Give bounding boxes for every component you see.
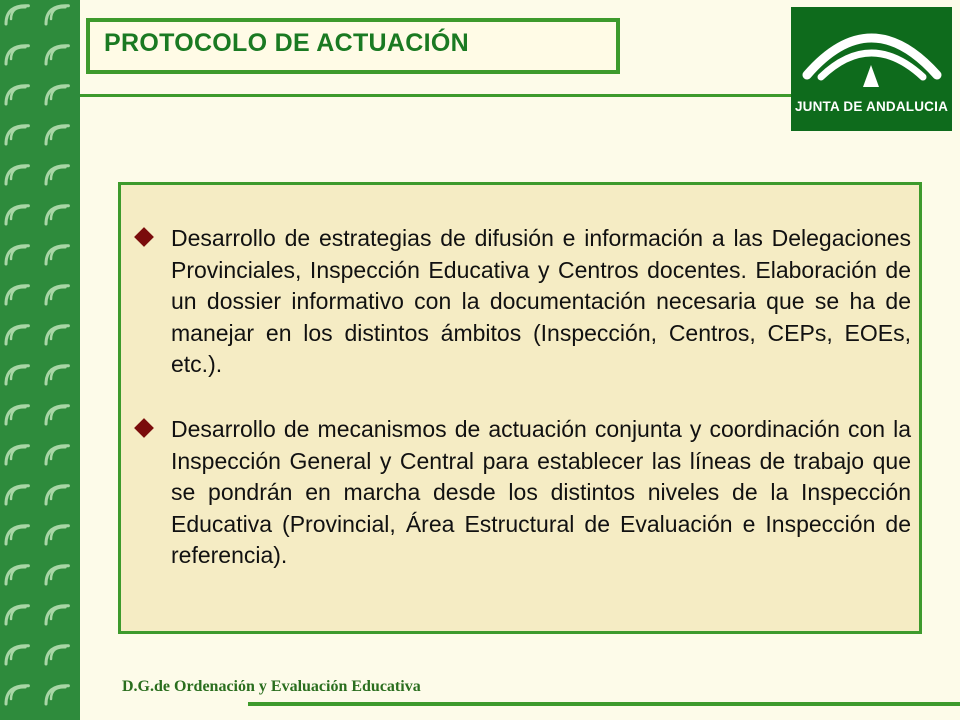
- arch-motif: [6, 686, 28, 704]
- footer-label: D.G.de Ordenación y Evaluación Educativa: [122, 678, 421, 695]
- junta-andalucia-logo: [791, 7, 952, 131]
- arch-motif: [6, 606, 28, 624]
- arch-motif: [46, 406, 68, 424]
- junta-arch-logo-icon: [791, 7, 952, 97]
- arch-motif: [6, 246, 28, 264]
- arch-motif: [6, 526, 28, 544]
- arch-motif: [46, 606, 68, 624]
- arch-motif: [46, 6, 68, 24]
- arch-motif: [6, 486, 28, 504]
- arch-motif: [46, 86, 68, 104]
- page-title: PROTOCOLO DE ACTUACIÓN: [104, 29, 469, 57]
- arch-motif: [6, 166, 28, 184]
- arch-motif: [6, 86, 28, 104]
- arch-motif: [6, 6, 28, 24]
- bullet-text: Desarrollo de mecanismos de actuación conjunta y coordinación con la Inspección General y Central para establecer las líneas de trabajo que se pondrán en marcha desde los distintos niveles de la Inspección Educativa (Provincial, Área Estructural de Evaluación e Inspección de referencia).: [171, 416, 911, 568]
- arch-motif: [6, 126, 28, 144]
- arch-motif: [46, 166, 68, 184]
- arch-motif: [46, 486, 68, 504]
- arch-motif: [46, 326, 68, 344]
- arch-motif: [46, 686, 68, 704]
- arch-motif: [46, 206, 68, 224]
- arch-motif: [46, 246, 68, 264]
- arch-motif: [6, 206, 28, 224]
- title-box: [86, 18, 620, 74]
- logo-label: JUNTA DE ANDALUCIA: [794, 99, 949, 114]
- arch-pattern-icon: [0, 0, 80, 720]
- arch-motif: [6, 646, 28, 664]
- bullet-text: Desarrollo de estrategias de difusión e información a las Delegaciones Provinciales, Inspección Educativa y Centros docentes. Elaboración de un dossier informativo con la documentación necesaria que se ha de manejar en los distintos ámbitos (Inspección, Centros, CEPs, EOEs, etc.).: [171, 225, 911, 377]
- header-divider: [80, 94, 792, 97]
- footer-divider: [248, 702, 960, 706]
- arch-motif: [6, 566, 28, 584]
- arch-motif: [46, 646, 68, 664]
- decorative-side-band: [0, 0, 80, 720]
- arch-motif: [46, 126, 68, 144]
- arch-motif: [46, 526, 68, 544]
- arch-motif: [6, 446, 28, 464]
- diamond-bullet-icon: [134, 418, 154, 438]
- arch-motif: [6, 286, 28, 304]
- diamond-bullet-icon: [134, 227, 154, 247]
- arch-motif: [46, 286, 68, 304]
- content-box: [118, 182, 922, 634]
- arch-motif: [46, 446, 68, 464]
- arch-motif: [46, 366, 68, 384]
- arch-motif: [6, 406, 28, 424]
- arch-motif: [46, 46, 68, 64]
- arch-motif: [6, 366, 28, 384]
- arch-motif: [46, 566, 68, 584]
- arch-motif: [6, 326, 28, 344]
- arch-motif: [6, 46, 28, 64]
